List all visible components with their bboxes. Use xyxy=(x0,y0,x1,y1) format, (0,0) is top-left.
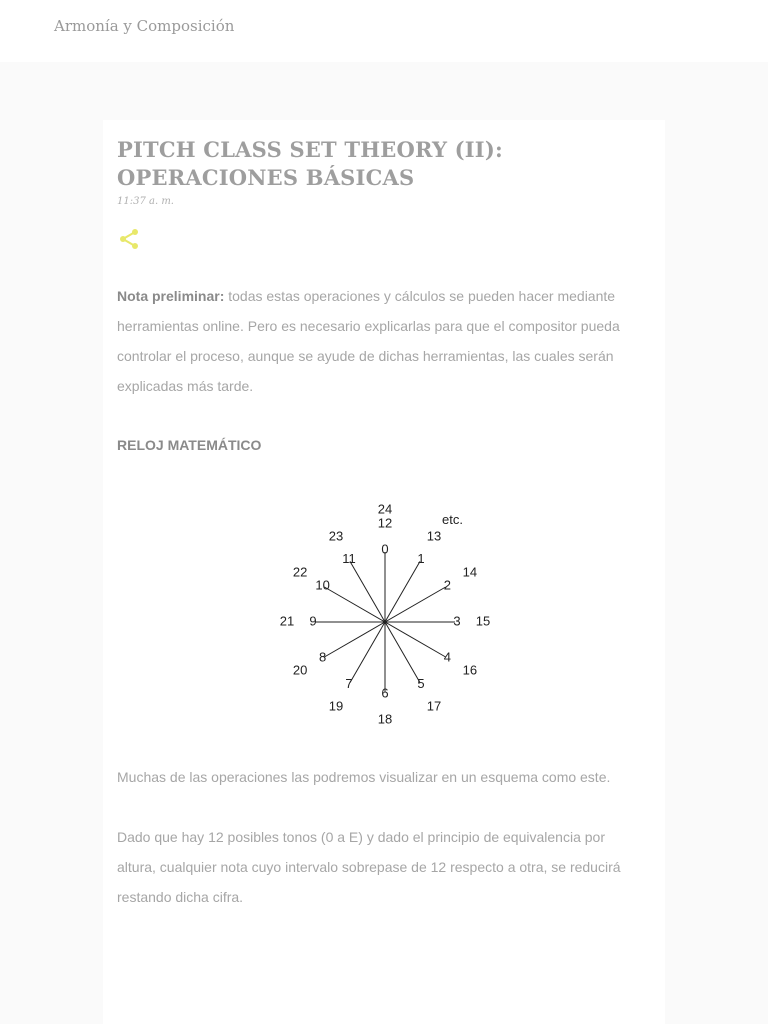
clock-label-middle: 15 xyxy=(475,613,491,629)
clock-label-middle: 13 xyxy=(426,528,442,544)
site-title-link[interactable]: Armonía y Composición xyxy=(54,17,235,35)
clock-label-inner: 5 xyxy=(417,675,425,691)
clock-spokes xyxy=(315,552,455,692)
clock-diagram xyxy=(262,496,508,728)
clock-label-inner: 11 xyxy=(342,551,356,567)
clock-label-inner: 9 xyxy=(309,613,317,629)
section-heading: RELOJ MATEMÁTICO xyxy=(117,437,262,453)
paragraph-1: Muchas de las operaciones las podremos visualizar en un esquema como este. xyxy=(117,769,611,785)
clock-etc-label: etc. xyxy=(442,512,463,527)
clock-label-inner: 10 xyxy=(315,577,330,593)
clock-label-inner: 1 xyxy=(417,551,425,567)
clock-label-middle: 19 xyxy=(328,698,344,714)
clock-label-middle: 20 xyxy=(292,662,308,678)
clock-label-middle: 17 xyxy=(426,698,442,714)
post-title xyxy=(117,136,637,192)
post-title-line1: PITCH CLASS SET THEORY (II): xyxy=(117,137,503,162)
clock-label-inner: 2 xyxy=(443,577,451,593)
clock-label-middle: 22 xyxy=(292,564,308,580)
paragraph-2: Dado que hay 12 posibles tonos (0 a E) y dado el principio de equivalencia por altura, cualquier nota cuyo intervalo sobrepase de 12 respecto a otra, se reducirá restando dicha cifra. xyxy=(117,829,621,905)
intro-paragraph xyxy=(117,281,647,401)
clock-label-inner: 8 xyxy=(319,649,327,665)
clock-label-middle: 12 xyxy=(377,515,393,531)
intro-bold-label: Nota preliminar: xyxy=(117,288,225,304)
clock-label-inner: 7 xyxy=(345,675,353,691)
share-icon xyxy=(117,227,141,251)
clock-label-middle: 23 xyxy=(328,528,344,544)
clock-label-inner: 4 xyxy=(443,649,451,665)
clock-label-middle: 16 xyxy=(462,662,478,678)
clock-label-middle: 14 xyxy=(462,564,478,580)
intro-text: todas estas operaciones y cálculos se pueden hacer mediante herramientas online. Pero es necesario explicarlas para que el compositor pueda controlar el proceso, aunque se ayude de dichas herramientas, las cuales serán explicadas más tarde. xyxy=(117,288,620,394)
post-timestamp[interactable]: 11:37 a. m. xyxy=(117,196,174,207)
clock-label-inner: 0 xyxy=(381,541,389,557)
share-button[interactable] xyxy=(117,227,141,251)
top-bar xyxy=(0,0,768,62)
clock-label-middle: 18 xyxy=(377,711,393,727)
clock-label-inner: 6 xyxy=(381,685,389,701)
clock-label-middle: 21 xyxy=(279,613,295,629)
clock-label-inner: 3 xyxy=(453,613,461,629)
post-title-line2: OPERACIONES BÁSICAS xyxy=(117,165,415,190)
clock-label-outer: 24 xyxy=(377,501,393,517)
